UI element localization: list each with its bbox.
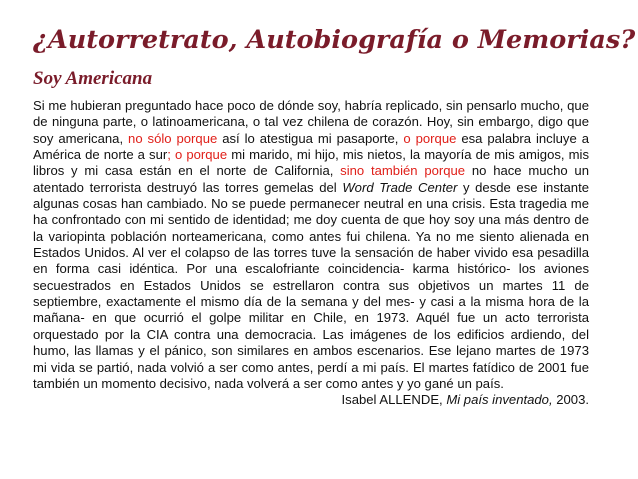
quote-text: no hace mucho un atentado terrorista destruyó las torres gemelas del xyxy=(33,163,589,195)
quote-text: Si me hubieran preguntado hace poco de dónde soy, habría replicado, sin pensarlo mucho, que de ninguna parte, o latinoamericana, o tal vez chilena de corazón. Hoy, sin embargo, digo que soy americana, xyxy=(33,98,589,146)
italic-name: Word Trade Center xyxy=(342,179,458,195)
highlight-phrase: sino también porque xyxy=(340,163,466,179)
attribution-work: Mi país inventado, xyxy=(446,392,553,408)
attribution-year: 2003. xyxy=(552,392,589,408)
quote-text: y desde ese instante algunas cosas han cambiado. No se puede permanecer neutral en una crisis. Esta tragedia me ha confrontado con mi sentido de identidad; me doy cuenta de que hoy soy una más dentro de la variopinta población norteamericana, como antes fui chilena. Ya no me siento alienada en Estados Unidos. Al ver el colapso de las torres tuve la sensación de haber vivido esa pesadilla en forma casi idéntica. Por una escalofriante coincidencia- karma histórico- los aviones secuestrados en Estados Unidos se estrellaron contra sus objetivos un martes 11 de septiembre, exactamente el mismo día de la semana y del mes- y casi a la misma hora de la mañana- en que ocurrió el golpe militar en Chile, en 1973. Aquél fue un acto terrorista orquestado por la CIA contra una democracia. Las imágenes de los edificios ardiendo, del humo, las llamas y el pánico, son similares en ambos escenarios. Ese lejano martes de 1973 mi vida se partió, nada volvió a ser como antes, perdí a mi país. El martes fatídico de 2001 fue también un momento decisivo, nada volverá a ser como antes y yo gané un país. xyxy=(33,179,589,391)
attribution xyxy=(33,392,589,408)
quote-text: así lo atestigua mi pasaporte, xyxy=(217,130,404,146)
quote-text: mi marido, mi hijo, mis nietos, la mayoría de mis amigos, mis libros y mi casa están en el norte de California, xyxy=(33,147,589,179)
slide-subtitle: Soy Americana xyxy=(33,68,153,89)
quote-paragraph xyxy=(33,98,589,409)
slide-title: ¿Autorretrato, Autobiografía o Memorias? xyxy=(33,25,636,55)
highlight-phrase: o porque xyxy=(403,130,457,146)
attribution-author: Isabel ALLENDE, xyxy=(341,392,447,408)
highlight-phrase: no sólo porque xyxy=(128,130,218,146)
quote-text: esa palabra incluye a América de norte a sur xyxy=(33,130,589,163)
highlight-phrase: ; o porque xyxy=(167,147,228,163)
